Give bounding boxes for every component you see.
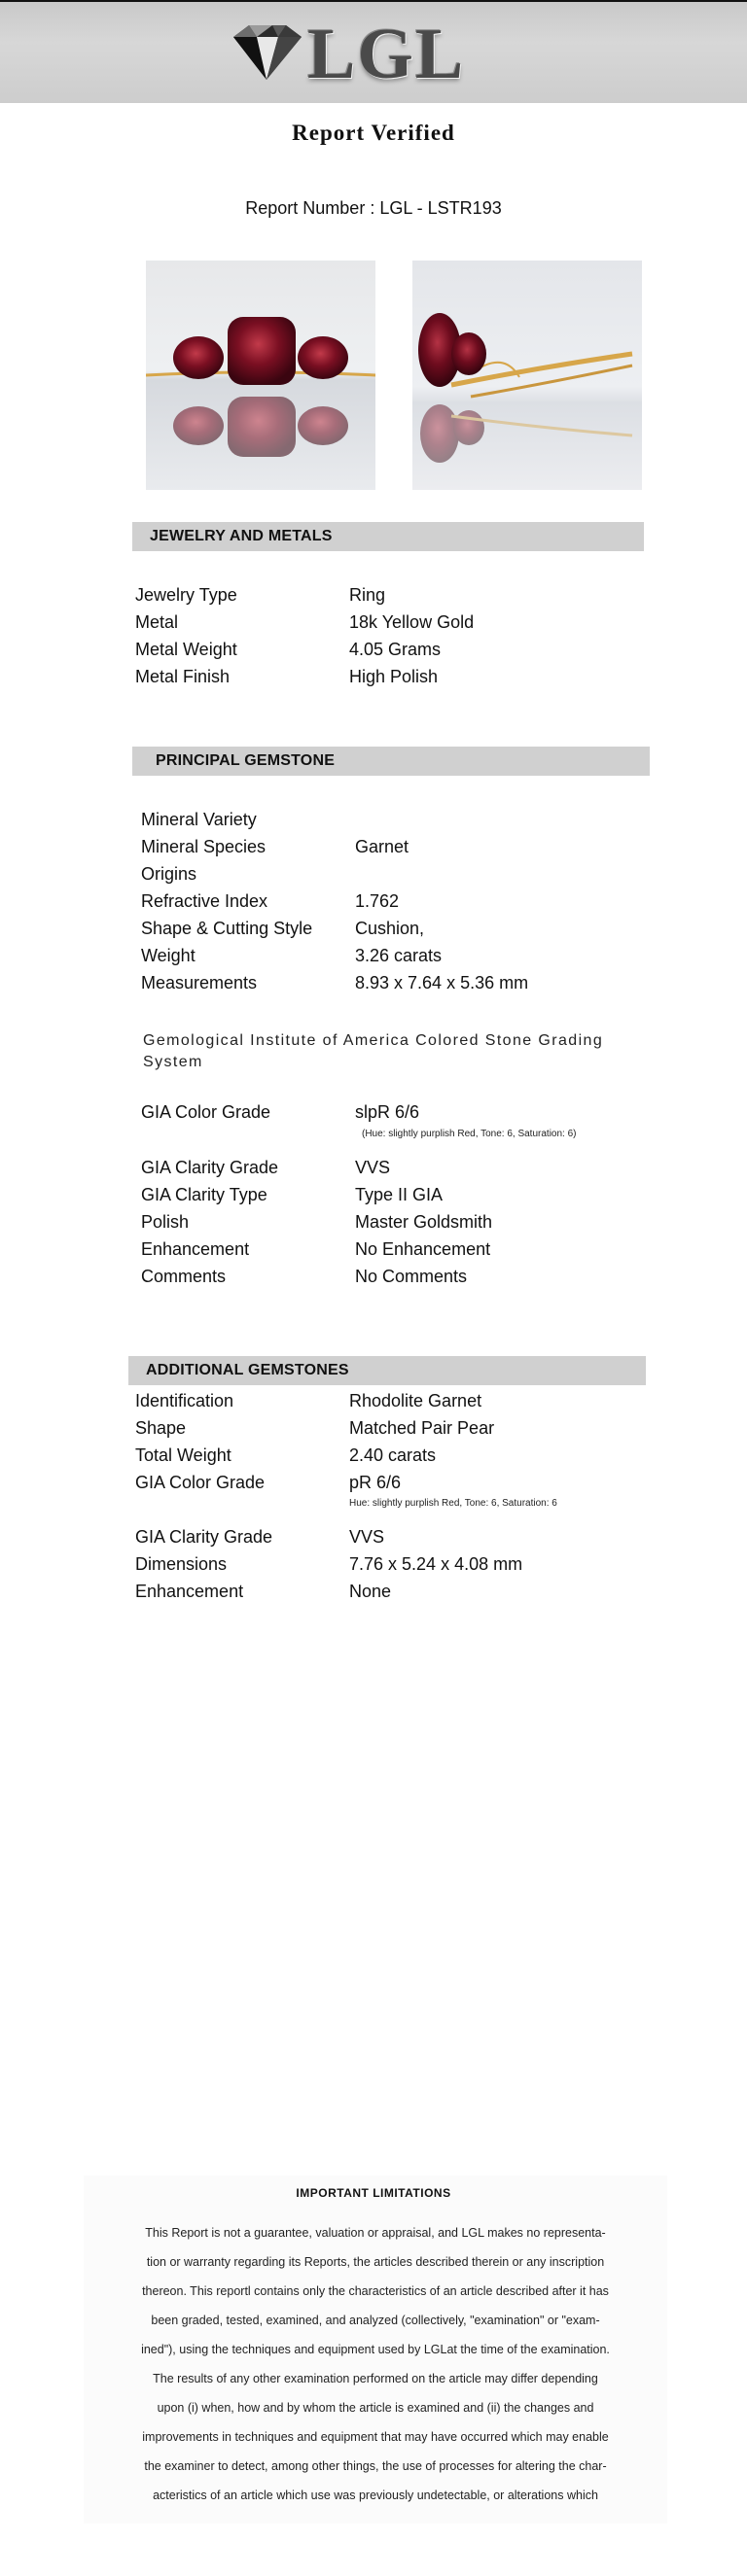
section-header-additional: ADDITIONAL GEMSTONES — [128, 1356, 646, 1385]
limitations-line: tion or warranty regarding its Reports, the articles described therein or any inscription — [146, 2255, 605, 2269]
section-header-principal: PRINCIPAL GEMSTONE — [132, 747, 650, 776]
color-grade-note: (Hue: slightly purplish Red, Tone: 6, Saturation: 6) — [362, 1129, 577, 1139]
row-label: Shape — [135, 1418, 187, 1438]
section-header-jewelry: JEWELRY AND METALS — [132, 522, 644, 551]
limitations-line: thereon. This reportl contains only the characteristics of an article described after it has — [142, 2284, 609, 2298]
row-value: Type II GIA — [355, 1185, 444, 1204]
row-label: Enhancement — [135, 1582, 244, 1601]
row-value: Cushion, — [355, 919, 425, 938]
row-value: 18k Yellow Gold — [349, 612, 475, 632]
limitations-line: The results of any other examination performed on the article may differ depending — [153, 2372, 598, 2385]
header-banner — [0, 2, 747, 103]
limitations-line: This Report is not a guarantee, valuation or appraisal, and LGL makes no representa- — [145, 2226, 606, 2240]
report-number: Report Number : LGL - LSTR193 — [245, 198, 502, 218]
page-title: Report Verified — [292, 121, 455, 145]
row-label: Measurements — [141, 973, 258, 992]
row-label: Mineral Species — [141, 837, 267, 856]
row-value: VVS — [349, 1527, 385, 1547]
row-value: 1.762 — [355, 891, 400, 911]
row-label: GIA Color Grade — [135, 1473, 266, 1492]
limitations-line: acteristics of an article which use was previously undetectable, or alterations which — [153, 2489, 598, 2502]
row-label: Mineral Variety — [141, 810, 257, 829]
row-value: 7.76 x 5.24 x 4.08 mm — [349, 1554, 523, 1574]
row-label: Polish — [141, 1212, 190, 1232]
row-label: Jewelry Type — [135, 585, 237, 605]
row-value: Garnet — [355, 837, 409, 856]
row-label: GIA Clarity Type — [141, 1185, 267, 1204]
limitations-line: the examiner to detect, among other things, the use of processes for altering the char- — [144, 2459, 607, 2473]
row-value: Master Goldsmith — [355, 1212, 493, 1232]
row-label: Metal Weight — [135, 640, 237, 659]
limitations-title: IMPORTANT LIMITATIONS — [296, 2186, 451, 2200]
row-label: GIA Clarity Grade — [141, 1158, 279, 1177]
row-label: Shape & Cutting Style — [141, 919, 313, 938]
row-value: 8.93 x 7.64 x 5.36 mm — [355, 973, 529, 992]
lgl-logo — [228, 15, 480, 94]
limitations-line: ined"), using the techniques and equipment used by LGLat the time of the examination. — [141, 2343, 610, 2356]
limitations-line: improvements in techniques and equipment that may have occurred which may enable — [142, 2430, 609, 2444]
row-value: VVS — [355, 1158, 391, 1177]
row-value: High Polish — [349, 667, 439, 686]
ring-photo-side — [412, 261, 642, 490]
row-label: GIA Clarity Grade — [135, 1527, 273, 1547]
row-label: Enhancement — [141, 1239, 250, 1259]
row-value: None — [349, 1582, 392, 1601]
row-value: pR 6/6 — [349, 1473, 402, 1492]
row-label: Origins — [141, 864, 197, 884]
additional-color-note: Hue: slightly purplish Red, Tone: 6, Saturation: 6 — [349, 1498, 557, 1509]
row-label: Weight — [141, 946, 196, 965]
row-value: Ring — [349, 585, 386, 605]
row-value: slpR 6/6 — [355, 1102, 420, 1122]
row-label: GIA Color Grade — [141, 1102, 271, 1122]
row-value: No Enhancement — [355, 1239, 491, 1259]
brand-wordmark: LGL — [307, 15, 466, 94]
diamond-logo-icon — [228, 21, 305, 84]
row-label: Comments — [141, 1267, 227, 1286]
row-label: Refractive Index — [141, 891, 268, 911]
limitations-line: been graded, tested, examined, and analyzed (collectively, "examination" or "exam- — [151, 2314, 600, 2327]
row-label: Dimensions — [135, 1554, 228, 1574]
row-value: 4.05 Grams — [349, 640, 442, 659]
row-value: Matched Pair Pear — [349, 1418, 495, 1438]
row-label: Metal Finish — [135, 667, 231, 686]
row-label: Metal — [135, 612, 179, 632]
row-value: 2.40 carats — [349, 1445, 437, 1465]
row-label: Total Weight — [135, 1445, 231, 1465]
limitations-line: upon (i) when, how and by whom the article is examined and (ii) the changes and — [157, 2401, 594, 2415]
row-value: Rhodolite Garnet — [349, 1391, 482, 1410]
ring-photo-front — [146, 261, 375, 490]
row-value: No Comments — [355, 1267, 468, 1286]
grading-system-title: Gemological Institute of America Colored Stone Grading System — [143, 1032, 604, 1070]
row-value: 3.26 carats — [355, 946, 443, 965]
row-label: Identification — [135, 1391, 234, 1410]
